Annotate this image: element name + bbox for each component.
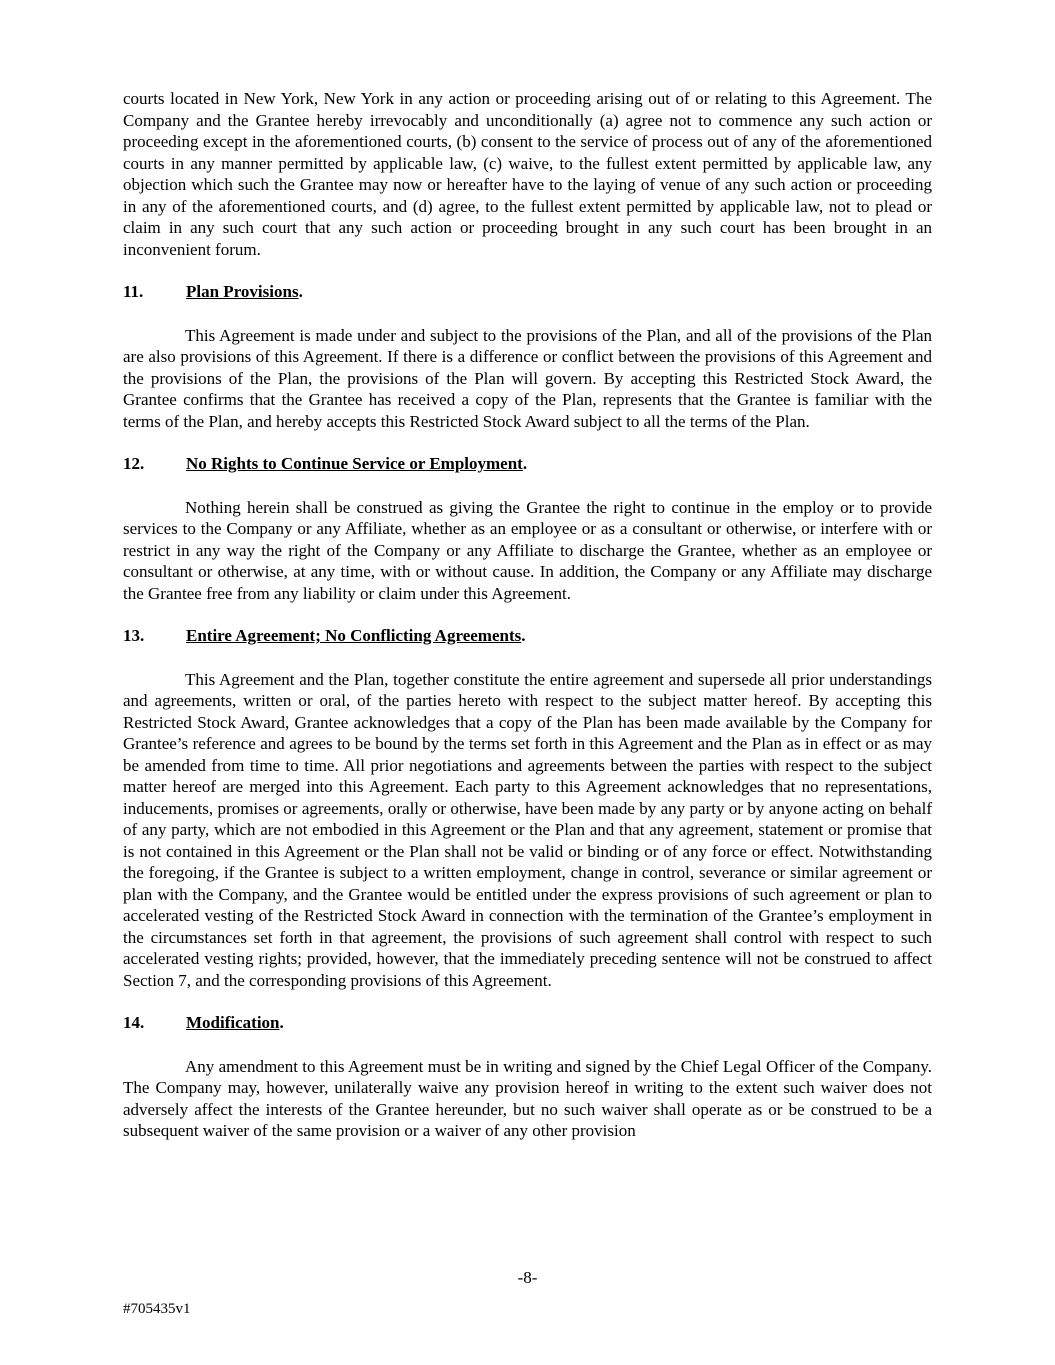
section-heading <box>123 453 932 475</box>
section-14 <box>123 1012 932 1142</box>
section-title-period: . <box>521 626 526 645</box>
page-number: -8- <box>517 1268 538 1287</box>
section-heading <box>123 1012 932 1034</box>
section-12 <box>123 453 932 604</box>
section-number: 12. <box>123 454 145 473</box>
section-number: 11. <box>123 282 144 301</box>
section-title-period: . <box>298 282 303 301</box>
section-number: 14. <box>123 1013 145 1032</box>
section-11 <box>123 281 932 432</box>
section-paragraph: This Agreement is made under and subject to the provisions of the Plan, and all of the provisions of the Plan are also provisions of this Agreement. If there is a difference or conflict between the provisions of this Agreement and the provisions of the Plan, the provisions of the Plan will govern. By accepting this Restricted Stock Award, the Grantee confirms that the Grantee has received a copy of the Plan, represents that the Grantee is familiar with the terms of the Plan, and hereby accepts this Restricted Stock Award subject to all the terms of the Plan. <box>123 325 932 431</box>
section-title-period: . <box>522 454 528 473</box>
section-paragraph: Nothing herein shall be construed as giving the Grantee the right to continue in the employ or to provide services to the Company or any Affiliate, whether as an employee or as a consultant or otherwise, or interfere with or restrict in any way the right of the Company or any Affiliate to discharge the Grantee, whether as an employee or consultant or otherwise, at any time, with or without cause. In addition, the Company or any Affiliate may discharge the Grantee free from any liability or claim under this Agreement. <box>123 497 932 603</box>
section-title: Plan Provisions <box>186 282 299 301</box>
section-title: Modification <box>186 1013 280 1032</box>
section-title: Entire Agreement; No Conflicting Agreements <box>186 626 522 645</box>
section-title: No Rights to Continue Service or Employment <box>186 454 523 473</box>
section-13 <box>123 625 932 991</box>
document-body <box>123 88 932 1163</box>
section-heading <box>123 281 932 303</box>
section-paragraph: Any amendment to this Agreement must be in writing and signed by the Chief Legal Officer of the Company. The Company may, however, unilaterally waive any provision hereof in writing to the extent such waiver does not adversely affect the interests of the Grantee hereunder, but no such waiver shall operate as or be construed to be a subsequent waiver of the same provision or a waiver of any other provision <box>123 1056 932 1140</box>
document-id-stamp: #705435v1 <box>123 1301 191 1317</box>
section-paragraph: This Agreement and the Plan, together constitute the entire agreement and supersede all prior understandings and agreements, written or oral, of the parties hereto with respect to the subject matter hereof. By accepting this Restricted Stock Award, Grantee acknowledges that a copy of the Plan has been made available by the Company for Grantee’s reference and agrees to be bound by the terms set forth in this Agreement and the Plan as in effect or as may be amended from time to time. All prior negotiations and agreements between the parties with respect to the subject matter hereof are merged into this Agreement. Each party to this Agreement acknowledges that no representations, inducements, promises or agreements, orally or otherwise, have been made by any party or by anyone acting on behalf of any party, which are not embodied in this Agreement or the Plan and that any agreement, statement or promise that is not contained in this Agreement or the Plan shall not be valid or binding or of any force or effect. Notwithstanding the foregoing, if the Grantee is subject to a written employment, change in control, severance or similar agreement or plan with the Company, and the Grantee would be entitled under the express provisions of such agreement or plan to accelerated vesting of the Restricted Stock Award in connection with the termination of the Grantee’s employment in the circumstances set forth in that agreement, the provisions of such agreement shall control with respect to such accelerated vesting rights; provided, however, that the immediately preceding sentence will not be construed to affect Section 7, and the corresponding provisions of this Agreement. <box>123 669 932 990</box>
section-number: 13. <box>123 626 145 645</box>
continuation-paragraph: courts located in New York, New York in any action or proceeding arising out of or relating to this Agreement. The Company and the Grantee hereby irrevocably and unconditionally (a) agree not to commence any such action or proceeding except in the aforementioned courts, (b) consent to the service of process out of any of the aforementioned courts in any manner permitted by applicable law, (c) waive, to the fullest extent permitted by applicable law, any objection which such the Grantee may now or hereafter have to the laying of venue of any such action or proceeding in any of the aforementioned courts, and (d) agree, to the fullest extent permitted by applicable law, not to plead or claim in any such court that any such action or proceeding brought in any such court has been brought in an inconvenient forum. <box>123 89 932 259</box>
section-heading <box>123 625 932 647</box>
section-title-period: . <box>279 1013 284 1032</box>
